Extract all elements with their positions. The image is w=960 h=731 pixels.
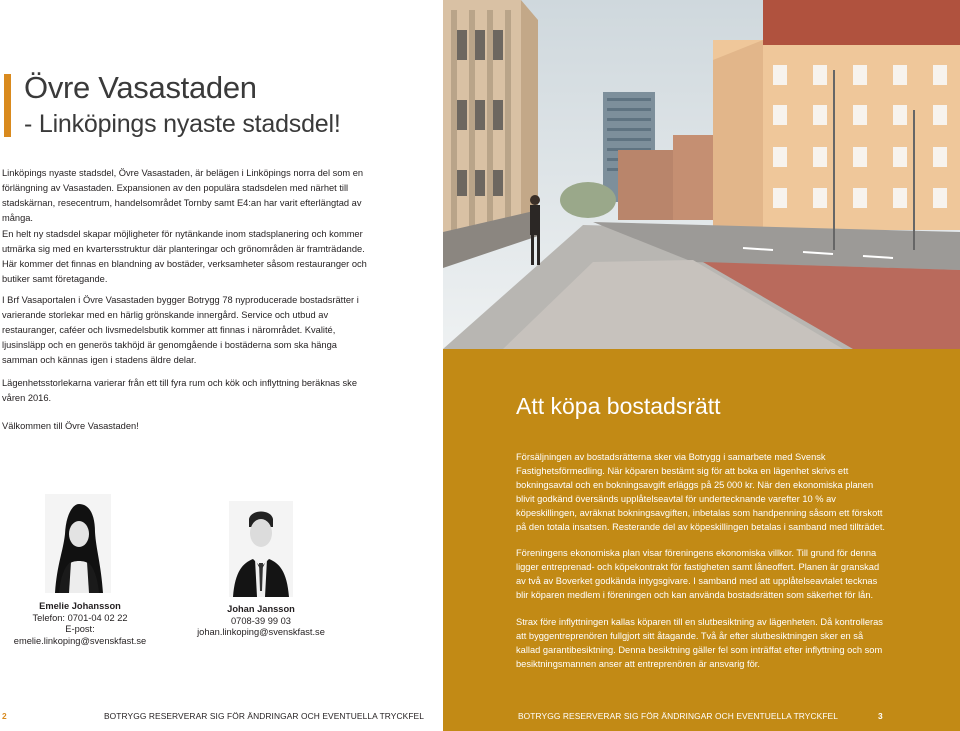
purchase-info-panel <box>443 349 960 731</box>
purchase-paragraph: Försäljningen av bostadsrätterna sker via Botrygg i samarbete med Svensk Fastighetsförmedling. När köparen bestämt sig för att boka en lägenhet skrivs ett bokningsavtal och en bokningsavgift erläggs på 25 000 kr. När den ekonomiska planen blivit godkänd översänds upplåtelseavtal för undertecknande varefter 10 % av köpeskillingen, avräknat bokningsavgiften, inbetalas som handpenning såsom ett förskott på den totala insatsen. Resterande del av köpeskillingen betalas i samband med tillträdet. <box>516 452 886 533</box>
section-heading: Att köpa bostadsrätt <box>516 393 721 419</box>
footer-disclaimer: BOTRYGG RESERVERAR SIG FÖR ÄNDRINGAR OCH EVENTUELLA TRYCKFEL <box>104 711 424 721</box>
contact-card-emelie <box>0 601 160 647</box>
contact-name: Emelie Johansson <box>39 601 121 611</box>
contact-email: johan.linkoping@svenskfast.se <box>197 627 325 638</box>
welcome-paragraph: Välkommen till Övre Vasastaden! <box>2 421 139 431</box>
page-number: 2 <box>2 711 7 721</box>
contact-photo-emelie <box>45 494 111 593</box>
page-number: 3 <box>878 711 883 721</box>
title-accent-bar <box>4 74 11 137</box>
inspection-paragraph: Strax före inflyttningen kallas köparen till en slutbesiktning av lägenheten. Då kontrolleras att byggentreprenören fullgjort sitt åtagande. Två år efter slutbesiktningen sker en så kallad garantibesiktning. Denna besiktning gäller fel som inträffat efter inflyttning och som besiktningsmannen anser att entreprenören är ansvarig för. <box>516 617 883 670</box>
contact-phone: 0708-39 99 03 <box>231 615 291 626</box>
economic-plan-paragraph: Föreningens ekonomiska plan visar föreningens ekonomiska villkor. Till grund för denna ligger entreprenad- och köpekontrakt för fastigheten samt låneoffert. Planen är granskad av två av Boverket godkända intygsgivare. I samband med att upplåtelseavtalet tecknas blir köparen medlem i föreningen och kan använda bostadsrätten som säkerhet för lån. <box>516 548 880 601</box>
body-paragraph: I Brf Vasaportalen i Övre Vasastaden bygger Botrygg 78 nyproducerade bostadsrätter i varierande storlekar med en härlig grönskande innergård. Service och utbud av restauranger, caféer och livsmedelsbutik kommer att finnas i närområdet. Kvalité, ljusinsläpp och en generös takhöjd är genomgående i bostäderna som ska hänga samman och kännas igen i stadens äldre delar. <box>2 295 359 366</box>
footer-disclaimer: BOTRYGG RESERVERAR SIG FÖR ÄNDRINGAR OCH EVENTUELLA TRYCKFEL <box>518 711 838 721</box>
contact-email: E-post: emelie.linkoping@svenskfast.se <box>13 624 147 646</box>
street-photo <box>443 0 960 349</box>
right-page <box>443 0 960 731</box>
contact-card-johan <box>181 604 341 639</box>
left-page <box>0 0 443 731</box>
contact-name: Johan Jansson <box>227 604 295 614</box>
page-subtitle: - Linköpings nyaste stadsdel! <box>24 110 341 138</box>
body-paragraph: En helt ny stadsdel skapar möjligheter för nytänkande inom stadsplanering och kommer utmärka sig med en kvartersstruktur där planteringar och grönområden är framträdande. Här kommer det finnas en blandning av bostäder, verksamheter såsom restauranger och butiker samt företagande. <box>2 229 367 285</box>
intro-paragraph: Linköpings nyaste stadsdel, Övre Vasastaden, är belägen i Linköpings norra del som en förlängning av Vasastaden. Expansionen av den populära stadsdelen med närhet till stadskärnan, resecentrum, handelsområdet Tornby samt E4:an har varit efterlängtad av många. <box>2 168 364 224</box>
page-title: Övre Vasastaden <box>24 70 257 105</box>
contact-phone: Telefon: 0701-04 02 22 <box>32 612 128 623</box>
contact-photo-johan <box>229 501 293 597</box>
body-paragraph: Lägenhetsstorlekarna varierar från ett till fyra rum och kök och inflyttning beräknas ske våren 2016. <box>2 378 358 404</box>
